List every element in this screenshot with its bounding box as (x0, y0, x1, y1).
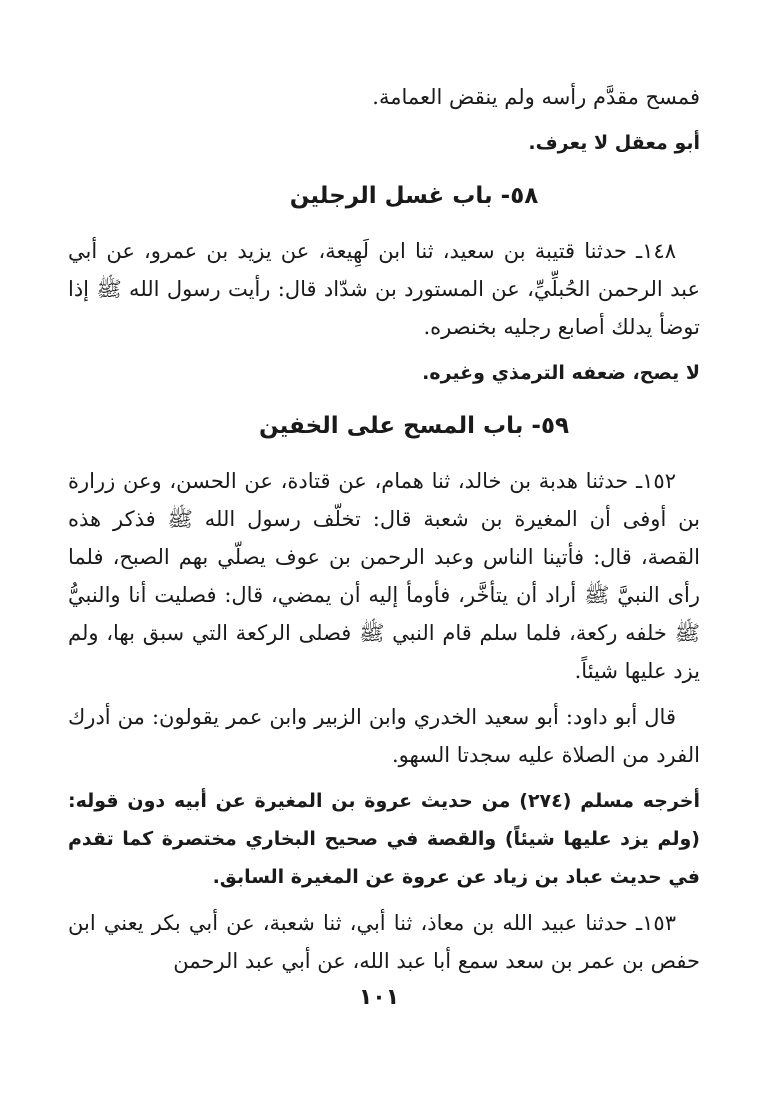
page-body (68, 78, 700, 988)
hadith-152: ١٥٢ـ حدثنا هدبة بن خالد، ثنا همام، عن قتادة، عن الحسن، وعن زرارة بن أوفى أن المغيرة بن شعبة قال: تخلّف رسول الله ﷺ فذكر هذه القصة، قال: فأتينا الناس وعبد الرحمن بن عوف يصلّي بهم الصبح، فلما رأى النبيَّ ﷺ أراد أن يتأخَّر، فأومأ إليه أن يمضي، قال: فصليت أنا والنبيُّ ﷺ خلفه ركعة، فلما سلم قام النبي ﷺ فصلى الركعة التي سبق بها، ولم يزد عليها شيئاً. (68, 469, 700, 683)
chapter-heading-59: ٥٩- باب المسح على الخفين (258, 413, 570, 439)
chapter-heading-58: ٥٨- باب غسل الرجلين (289, 183, 539, 209)
note-152: أخرجه مسلم (٢٧٤) من حديث عروة بن المغيرة عن أبيه دون قوله: (ولم يزد عليها شيئاً) والقصة في صحيح البخاري مختصرة كما تقدم في حديث عباد بن زياد عن عروة عن المغيرة السابق. (68, 790, 700, 888)
note-148: لا يصح، ضعفه الترمذي وغيره. (422, 362, 700, 384)
page-number: ١٠١ (358, 985, 400, 1010)
abu-dawud-comment: قال أبو داود: أبو سعيد الخدري وابن الزبير وابن عمر يقولون: من أدرك الفرد من الصلاة عليه سجدتا السهو. (68, 705, 700, 767)
note-abu-maqil: أبو معقل لا يعرف. (528, 132, 700, 154)
paragraph-continuation: فمسح مقدَّم رأسه ولم ينقض العمامة. (372, 85, 700, 109)
hadith-148: ١٤٨ـ حدثنا قتيبة بن سعيد، ثنا ابن لَهِيعة، عن يزيد بن عمرو، عن أبي عبد الرحمن الحُبلِّيِّ، عن المستورد بن شدّاد قال: رأيت رسول الله ﷺ إذا توضأ يدلك أصابع رجليه بخنصره. (68, 239, 700, 339)
hadith-153: ١٥٣ـ حدثنا عبيد الله بن معاذ، ثنا أبي، ثنا شعبة، عن أبي بكر يعني ابن حفص بن عمر بن سعد سمع أبا عبد الله، عن أبي عبد الرحمن (68, 911, 700, 973)
